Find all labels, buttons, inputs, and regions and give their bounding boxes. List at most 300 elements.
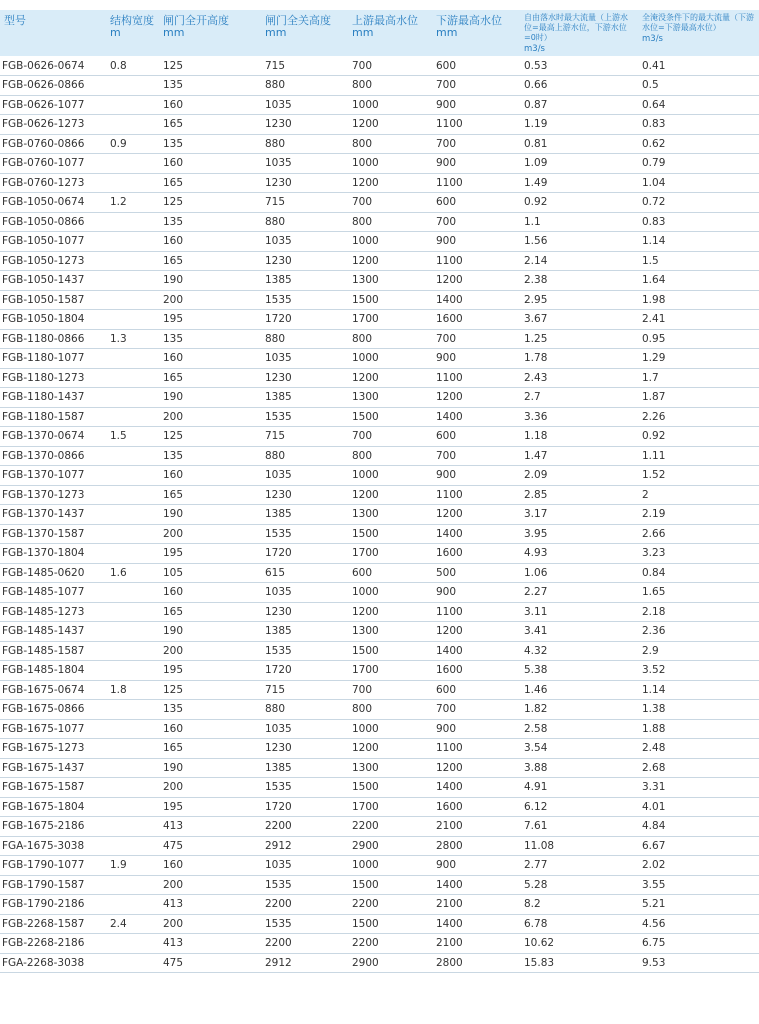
model-cell: FGB-1485-1437 (0, 622, 106, 642)
value-cell: 1100 (432, 739, 520, 759)
value-cell: 2.9 (638, 641, 759, 661)
table-body (0, 56, 759, 973)
value-cell: 2.26 (638, 407, 759, 427)
value-cell: 0.92 (520, 193, 638, 213)
value-cell: 700 (432, 329, 520, 349)
value-cell: 1535 (261, 875, 348, 895)
value-cell: 165 (159, 739, 261, 759)
value-cell: 3.52 (638, 661, 759, 681)
column-header-0 (0, 10, 106, 56)
model-cell: FGB-1370-0674 (0, 427, 106, 447)
value-cell (106, 76, 159, 96)
value-cell: 1400 (432, 778, 520, 798)
value-cell: 1720 (261, 310, 348, 330)
value-cell: 1.5 (106, 427, 159, 447)
value-cell: 1200 (432, 622, 520, 642)
value-cell: 1000 (348, 466, 432, 486)
header-label: 下游最高水位 (436, 14, 502, 27)
table-row (0, 797, 759, 817)
value-cell: 2.95 (520, 290, 638, 310)
value-cell (106, 602, 159, 622)
value-cell: 165 (159, 251, 261, 271)
model-cell: FGB-1050-1273 (0, 251, 106, 271)
value-cell: 600 (432, 193, 520, 213)
table-row (0, 700, 759, 720)
value-cell: 195 (159, 797, 261, 817)
value-cell: 4.01 (638, 797, 759, 817)
value-cell: 1230 (261, 602, 348, 622)
value-cell: 1200 (348, 115, 432, 135)
value-cell: 900 (432, 719, 520, 739)
value-cell: 2.19 (638, 505, 759, 525)
model-cell: FGB-1050-1804 (0, 310, 106, 330)
model-cell: FGB-1790-1077 (0, 856, 106, 876)
value-cell: 2.18 (638, 602, 759, 622)
value-cell: 0.81 (520, 134, 638, 154)
value-cell: 1.14 (638, 680, 759, 700)
value-cell (106, 349, 159, 369)
value-cell: 1500 (348, 524, 432, 544)
value-cell: 0.87 (520, 95, 638, 115)
value-cell: 1.2 (106, 193, 159, 213)
value-cell: 900 (432, 583, 520, 603)
value-cell: 1.04 (638, 173, 759, 193)
value-cell: 1.49 (520, 173, 638, 193)
value-cell: 190 (159, 622, 261, 642)
value-cell: 3.55 (638, 875, 759, 895)
value-cell: 1035 (261, 154, 348, 174)
value-cell: 160 (159, 154, 261, 174)
table-row (0, 115, 759, 135)
value-cell: 2.48 (638, 739, 759, 759)
value-cell: 0.92 (638, 427, 759, 447)
value-cell: 195 (159, 310, 261, 330)
value-cell: 1535 (261, 641, 348, 661)
value-cell: 1035 (261, 856, 348, 876)
value-cell: 15.83 (520, 953, 638, 973)
value-cell: 1.1 (520, 212, 638, 232)
value-cell: 0.62 (638, 134, 759, 154)
header-unit: mm (436, 26, 458, 39)
value-cell: 1000 (348, 719, 432, 739)
value-cell: 1500 (348, 290, 432, 310)
value-cell: 1.87 (638, 388, 759, 408)
value-cell: 5.21 (638, 895, 759, 915)
model-cell: FGB-1180-1273 (0, 368, 106, 388)
model-cell: FGA-1675-3038 (0, 836, 106, 856)
value-cell: 1300 (348, 388, 432, 408)
model-cell: FGB-2268-2186 (0, 934, 106, 954)
value-cell (106, 388, 159, 408)
table-header (0, 10, 759, 56)
value-cell (106, 232, 159, 252)
value-cell: 2.27 (520, 583, 638, 603)
value-cell: 1.78 (520, 349, 638, 369)
value-cell: 1200 (348, 739, 432, 759)
model-cell: FGB-0760-1077 (0, 154, 106, 174)
value-cell: 715 (261, 427, 348, 447)
value-cell: 2912 (261, 836, 348, 856)
value-cell (106, 466, 159, 486)
value-cell: 1720 (261, 797, 348, 817)
value-cell: 1600 (432, 310, 520, 330)
value-cell: 2900 (348, 953, 432, 973)
model-cell: FGB-1180-1077 (0, 349, 106, 369)
value-cell: 4.32 (520, 641, 638, 661)
value-cell: 1100 (432, 368, 520, 388)
value-cell: 2.68 (638, 758, 759, 778)
value-cell: 1.7 (638, 368, 759, 388)
value-cell: 6.12 (520, 797, 638, 817)
table-row (0, 641, 759, 661)
table-row (0, 817, 759, 837)
value-cell: 200 (159, 875, 261, 895)
model-cell: FGB-1370-1077 (0, 466, 106, 486)
table-row (0, 914, 759, 934)
value-cell: 1200 (348, 368, 432, 388)
value-cell: 1.46 (520, 680, 638, 700)
value-cell: 2200 (261, 895, 348, 915)
value-cell: 880 (261, 76, 348, 96)
table-row (0, 680, 759, 700)
value-cell (106, 505, 159, 525)
header-label: 型号 (4, 14, 26, 27)
value-cell: 9.53 (638, 953, 759, 973)
table-row (0, 407, 759, 427)
value-cell: 0.53 (520, 56, 638, 76)
value-cell (106, 758, 159, 778)
value-cell: 1100 (432, 602, 520, 622)
value-cell: 2800 (432, 836, 520, 856)
value-cell: 1035 (261, 466, 348, 486)
table-row (0, 934, 759, 954)
value-cell: 700 (348, 193, 432, 213)
value-cell: 1.09 (520, 154, 638, 174)
value-cell: 0.79 (638, 154, 759, 174)
value-cell: 125 (159, 427, 261, 447)
value-cell: 1700 (348, 797, 432, 817)
model-cell: FGB-1485-1077 (0, 583, 106, 603)
value-cell: 165 (159, 115, 261, 135)
table-row (0, 836, 759, 856)
value-cell (106, 797, 159, 817)
value-cell: 700 (432, 76, 520, 96)
value-cell: 1700 (348, 310, 432, 330)
table-row (0, 232, 759, 252)
value-cell: 200 (159, 524, 261, 544)
value-cell: 1600 (432, 544, 520, 564)
gate-spec-table (0, 10, 759, 973)
model-cell: FGB-1485-0620 (0, 563, 106, 583)
header-label: 闸门全关高度 (265, 14, 331, 27)
table-row (0, 544, 759, 564)
model-cell: FGB-1370-1437 (0, 505, 106, 525)
model-cell: FGB-1050-1077 (0, 232, 106, 252)
value-cell: 900 (432, 349, 520, 369)
value-cell: 5.38 (520, 661, 638, 681)
value-cell: 2.09 (520, 466, 638, 486)
table-row (0, 173, 759, 193)
value-cell: 3.67 (520, 310, 638, 330)
value-cell (106, 212, 159, 232)
value-cell: 3.41 (520, 622, 638, 642)
value-cell: 165 (159, 602, 261, 622)
value-cell: 1.25 (520, 329, 638, 349)
value-cell: 3.95 (520, 524, 638, 544)
value-cell: 1035 (261, 719, 348, 739)
value-cell: 5.28 (520, 875, 638, 895)
value-cell: 1720 (261, 544, 348, 564)
value-cell: 1300 (348, 505, 432, 525)
value-cell: 1000 (348, 583, 432, 603)
value-cell: 200 (159, 407, 261, 427)
value-cell (106, 407, 159, 427)
value-cell: 475 (159, 836, 261, 856)
value-cell: 1.8 (106, 680, 159, 700)
model-cell: FGB-1050-1437 (0, 271, 106, 291)
value-cell: 0.5 (638, 76, 759, 96)
value-cell: 700 (432, 134, 520, 154)
value-cell: 1385 (261, 758, 348, 778)
value-cell: 800 (348, 134, 432, 154)
value-cell: 200 (159, 914, 261, 934)
value-cell: 4.91 (520, 778, 638, 798)
value-cell: 11.08 (520, 836, 638, 856)
value-cell (106, 310, 159, 330)
value-cell: 1230 (261, 115, 348, 135)
value-cell: 2.14 (520, 251, 638, 271)
value-cell: 1500 (348, 407, 432, 427)
value-cell: 2 (638, 485, 759, 505)
value-cell: 200 (159, 290, 261, 310)
value-cell (106, 622, 159, 642)
model-cell: FGB-1370-1587 (0, 524, 106, 544)
value-cell: 160 (159, 719, 261, 739)
value-cell: 1100 (432, 115, 520, 135)
value-cell: 1230 (261, 173, 348, 193)
table-row (0, 602, 759, 622)
value-cell: 1230 (261, 251, 348, 271)
value-cell: 800 (348, 76, 432, 96)
value-cell: 1200 (432, 505, 520, 525)
value-cell (106, 661, 159, 681)
value-cell (106, 115, 159, 135)
value-cell (106, 524, 159, 544)
model-cell: FGB-1485-1804 (0, 661, 106, 681)
value-cell: 1.52 (638, 466, 759, 486)
value-cell: 2200 (261, 817, 348, 837)
table-row (0, 466, 759, 486)
value-cell: 2100 (432, 934, 520, 954)
value-cell: 800 (348, 700, 432, 720)
value-cell: 3.54 (520, 739, 638, 759)
value-cell: 1385 (261, 271, 348, 291)
model-cell: FGB-1180-1587 (0, 407, 106, 427)
model-cell: FGB-1370-0866 (0, 446, 106, 466)
value-cell (106, 271, 159, 291)
model-cell: FGB-1675-2186 (0, 817, 106, 837)
value-cell: 880 (261, 446, 348, 466)
table-row (0, 134, 759, 154)
value-cell: 1.5 (638, 251, 759, 271)
table-row (0, 953, 759, 973)
table-row (0, 329, 759, 349)
value-cell (106, 290, 159, 310)
header-unit: mm (352, 26, 374, 39)
model-cell: FGB-1675-0674 (0, 680, 106, 700)
value-cell: 2.36 (638, 622, 759, 642)
value-cell: 900 (432, 466, 520, 486)
value-cell: 2200 (261, 934, 348, 954)
header-label: 结构宽度 (110, 14, 154, 27)
value-cell: 1035 (261, 95, 348, 115)
value-cell (106, 173, 159, 193)
model-cell: FGB-0626-0866 (0, 76, 106, 96)
value-cell: 500 (432, 563, 520, 583)
value-cell: 1.98 (638, 290, 759, 310)
value-cell: 900 (432, 232, 520, 252)
value-cell: 1535 (261, 407, 348, 427)
value-cell: 3.31 (638, 778, 759, 798)
value-cell: 700 (348, 56, 432, 76)
value-cell: 1.11 (638, 446, 759, 466)
value-cell: 1035 (261, 232, 348, 252)
value-cell: 135 (159, 329, 261, 349)
model-cell: FGB-1050-0674 (0, 193, 106, 213)
value-cell: 1535 (261, 914, 348, 934)
column-header-4 (348, 10, 432, 56)
value-cell: 0.83 (638, 212, 759, 232)
value-cell: 160 (159, 232, 261, 252)
model-cell: FGB-1675-1587 (0, 778, 106, 798)
value-cell: 135 (159, 212, 261, 232)
value-cell: 1400 (432, 641, 520, 661)
value-cell: 2.77 (520, 856, 638, 876)
value-cell: 1400 (432, 407, 520, 427)
value-cell: 3.88 (520, 758, 638, 778)
value-cell (106, 485, 159, 505)
column-header-1 (106, 10, 159, 56)
value-cell: 0.83 (638, 115, 759, 135)
value-cell: 1035 (261, 583, 348, 603)
header-row (0, 10, 759, 56)
column-header-6 (520, 10, 638, 56)
value-cell: 1300 (348, 622, 432, 642)
table-row (0, 271, 759, 291)
value-cell: 2912 (261, 953, 348, 973)
model-cell: FGB-0626-0674 (0, 56, 106, 76)
value-cell: 1.82 (520, 700, 638, 720)
value-cell (106, 817, 159, 837)
value-cell: 0.72 (638, 193, 759, 213)
value-cell: 1000 (348, 349, 432, 369)
table-row (0, 193, 759, 213)
value-cell: 2.58 (520, 719, 638, 739)
table-row (0, 758, 759, 778)
value-cell: 1400 (432, 875, 520, 895)
value-cell: 190 (159, 505, 261, 525)
header-label: 上游最高水位 (352, 14, 418, 27)
value-cell: 1.47 (520, 446, 638, 466)
value-cell: 880 (261, 212, 348, 232)
model-cell: FGB-1485-1273 (0, 602, 106, 622)
table-row (0, 368, 759, 388)
value-cell: 195 (159, 661, 261, 681)
value-cell: 1100 (432, 485, 520, 505)
model-cell: FGB-0760-1273 (0, 173, 106, 193)
value-cell: 135 (159, 76, 261, 96)
value-cell: 3.17 (520, 505, 638, 525)
value-cell: 1035 (261, 349, 348, 369)
value-cell: 800 (348, 212, 432, 232)
model-cell: FGB-1050-0866 (0, 212, 106, 232)
value-cell: 1.64 (638, 271, 759, 291)
value-cell: 1100 (432, 173, 520, 193)
value-cell: 1200 (348, 173, 432, 193)
value-cell: 2100 (432, 817, 520, 837)
value-cell: 615 (261, 563, 348, 583)
table-row (0, 310, 759, 330)
value-cell: 2200 (348, 895, 432, 915)
table-row (0, 895, 759, 915)
column-header-7 (638, 10, 759, 56)
value-cell: 0.8 (106, 56, 159, 76)
value-cell: 1.38 (638, 700, 759, 720)
value-cell: 125 (159, 193, 261, 213)
value-cell: 2100 (432, 895, 520, 915)
value-cell: 2.41 (638, 310, 759, 330)
model-cell: FGB-1675-1437 (0, 758, 106, 778)
value-cell: 413 (159, 934, 261, 954)
value-cell: 0.64 (638, 95, 759, 115)
value-cell: 2.66 (638, 524, 759, 544)
value-cell: 3.11 (520, 602, 638, 622)
value-cell (106, 700, 159, 720)
value-cell: 2800 (432, 953, 520, 973)
value-cell: 715 (261, 680, 348, 700)
value-cell: 1385 (261, 505, 348, 525)
value-cell: 600 (432, 427, 520, 447)
table-row (0, 154, 759, 174)
value-cell: 6.67 (638, 836, 759, 856)
value-cell: 1200 (348, 602, 432, 622)
value-cell: 1385 (261, 622, 348, 642)
value-cell: 165 (159, 368, 261, 388)
value-cell: 413 (159, 817, 261, 837)
table-row (0, 661, 759, 681)
value-cell: 800 (348, 329, 432, 349)
value-cell: 2200 (348, 934, 432, 954)
table-row (0, 505, 759, 525)
value-cell: 0.66 (520, 76, 638, 96)
value-cell: 2200 (348, 817, 432, 837)
value-cell: 4.93 (520, 544, 638, 564)
value-cell: 2.7 (520, 388, 638, 408)
value-cell (106, 95, 159, 115)
value-cell: 1600 (432, 797, 520, 817)
value-cell: 1.14 (638, 232, 759, 252)
value-cell: 1.3 (106, 329, 159, 349)
value-cell: 1400 (432, 290, 520, 310)
model-cell: FGB-1675-0866 (0, 700, 106, 720)
value-cell: 700 (432, 212, 520, 232)
value-cell: 3.36 (520, 407, 638, 427)
value-cell: 700 (348, 680, 432, 700)
value-cell: 1200 (348, 485, 432, 505)
value-cell: 1.06 (520, 563, 638, 583)
header-unit: m (110, 26, 121, 39)
value-cell: 1.6 (106, 563, 159, 583)
